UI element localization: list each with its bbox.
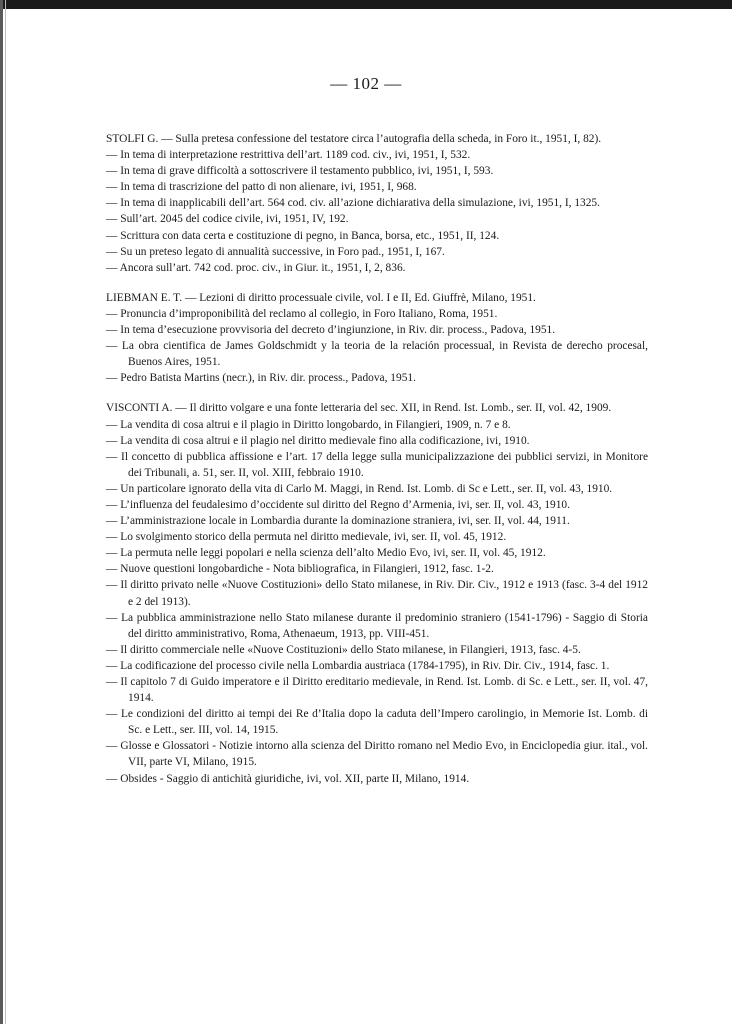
entry: — La obra cientifica de James Goldschmidt y la teoria de la relación processual, in Revista de derecho procesal, Buenos Aires, 1951.	[106, 340, 648, 369]
entry: — La vendita di cosa altrui e il plagio in Diritto longobardo, in Filangieri, 1909, n. 7 e 8.	[106, 418, 511, 431]
entry: — Il concetto di pubblica affissione e l’art. 17 della legge sulla municipalizzazione dei pubblici servizi, in Monitore dei Tribunali, a. 51, ser. II, vol. XIII, febbraio 1910.	[106, 450, 648, 479]
entry: — Glosse e Glossatori - Notizie intorno alla scienza del Diritto romano nel Medio Evo, in Enciclopedia giur. ital., vol. VII, parte VI, Milano, 1915.	[106, 740, 648, 769]
section-visconti	[106, 400, 648, 786]
entry: — In tema di inapplicabili dell’art. 564 cod. civ. all’azione dichiarativa della simulazione, ivi, 1951, I, 1325.	[106, 197, 600, 210]
bibliography	[106, 131, 648, 801]
entry: — La permuta nelle leggi popolari e nella scienza dell’alto Medio Evo, ivi, ser. II, vol. 45, 1912.	[106, 547, 546, 560]
entry: — L’amministrazione locale in Lombardia durante la dominazione straniera, ivi, ser. II, vol. 44, 1911.	[106, 515, 570, 528]
scan-left-border	[0, 0, 3, 1024]
entry: — Il diritto privato nelle «Nuove Costituzioni» dello Stato milanese, in Riv. Dir. Civ., 1912 e 1913 (fasc. 3-4 del 1912 e 2 del 1913).	[106, 579, 648, 608]
entry: — Pedro Batista Martins (necr.), in Riv. dir. process., Padova, 1951.	[106, 372, 416, 385]
section-liebman	[106, 290, 648, 387]
page-number: — 102 —	[330, 74, 402, 93]
entry: — Le condizioni del diritto ai tempi dei Re d’Italia dopo la caduta dell’Impero carolingio, in Memorie Ist. Lomb. di Sc. e Lett., ser. III, vol. 14, 1915.	[106, 708, 648, 737]
entry: — L’influenza del feudalesimo d’occidente sul diritto del Regno d’Armenia, ivi, ser. II, vol. 43, 1910.	[106, 498, 570, 511]
entry: — La codificazione del processo civile nella Lombardia austriaca (1784-1795), in Riv. Dir. Civ., 1914, fasc. 1.	[106, 659, 610, 672]
entry: — In tema d’esecuzione provvisoria del decreto d’ingiunzione, in Riv. dir. process., Padova, 1951.	[106, 324, 556, 337]
entry: — Scrittura con data certa e costituzione di pegno, in Banca, borsa, etc., 1951, II, 124.	[106, 229, 500, 242]
entry: — Un particolare ignorato della vita di Carlo M. Maggi, in Rend. Ist. Lomb. di Sc e Lett., ser. II, vol. 43, 1910.	[106, 482, 613, 495]
entry: — Lo svolgimento storico della permuta nel diritto medievale, ivi, ser. II, vol. 45, 1912.	[106, 531, 507, 544]
entry: VISCONTI A. — Il diritto volgare e una fonte letteraria del sec. XII, in Rend. Ist. Lomb., ser. II, vol. 42, 1909.	[106, 402, 612, 415]
entry: — Obsides - Saggio di antichità giuridiche, ivi, vol. XII, parte II, Milano, 1914.	[106, 772, 470, 785]
entry: LIEBMAN E. T. — Lezioni di diritto processuale civile, vol. I e II, Ed. Giuffrè, Milano, 1951.	[106, 291, 536, 304]
entry: — Il diritto commerciale nelle «Nuove Costituzioni» dello Stato milanese, in Filangieri, 1913, fasc. 4-5.	[106, 643, 581, 656]
entry: — La pubblica amministrazione nello Stato milanese durante il predominio straniero (1541-1796) - Saggio di Storia del diritto amministrativo, Roma, Athenaeum, 1913, pp. VIII-451.	[106, 611, 648, 640]
entry: — Pronuncia d’improponibilità del reclamo al collegio, in Foro Italiano, Roma, 1951.	[106, 307, 498, 320]
section-stolfi	[106, 131, 648, 276]
entry: — Su un preteso legato di annualità successive, in Foro pad., 1951, I, 167.	[106, 245, 445, 258]
entry: — Sull’art. 2045 del codice civile, ivi, 1951, IV, 192.	[106, 213, 349, 226]
entry: — Il capitolo 7 di Guido imperatore e il Diritto ereditario medievale, in Rend. Ist. Lomb. di Sc. e Lett., ser. II, vol. 47, 1914.	[106, 676, 648, 705]
scan-left-edge	[5, 0, 6, 1024]
entry: — Ancora sull’art. 742 cod. proc. civ., in Giur. it., 1951, I, 2, 836.	[106, 261, 406, 274]
entry: — Nuove questioni longobardiche - Nota bibliografica, in Filangieri, 1912, fasc. 1-2.	[106, 563, 494, 576]
entry: — In tema di grave difficoltà a sottoscrivere il testamento pubblico, ivi, 1951, I, 593.	[106, 165, 494, 178]
scan-top-border	[0, 0, 732, 9]
entry: — In tema di trascrizione del patto di non alienare, ivi, 1951, I, 968.	[106, 181, 417, 194]
entry: — La vendita di cosa altrui e il plagio nel diritto medievale fino alla codificazione, ivi, 1910.	[106, 434, 530, 447]
entry: — In tema di interpretazione restrittiva dell’art. 1189 cod. civ., ivi, 1951, I, 532.	[106, 149, 471, 162]
entry: STOLFI G. — Sulla pretesa confessione del testatore circa l’autografia della scheda, in Foro it., 1951, I, 82).	[106, 133, 602, 145]
